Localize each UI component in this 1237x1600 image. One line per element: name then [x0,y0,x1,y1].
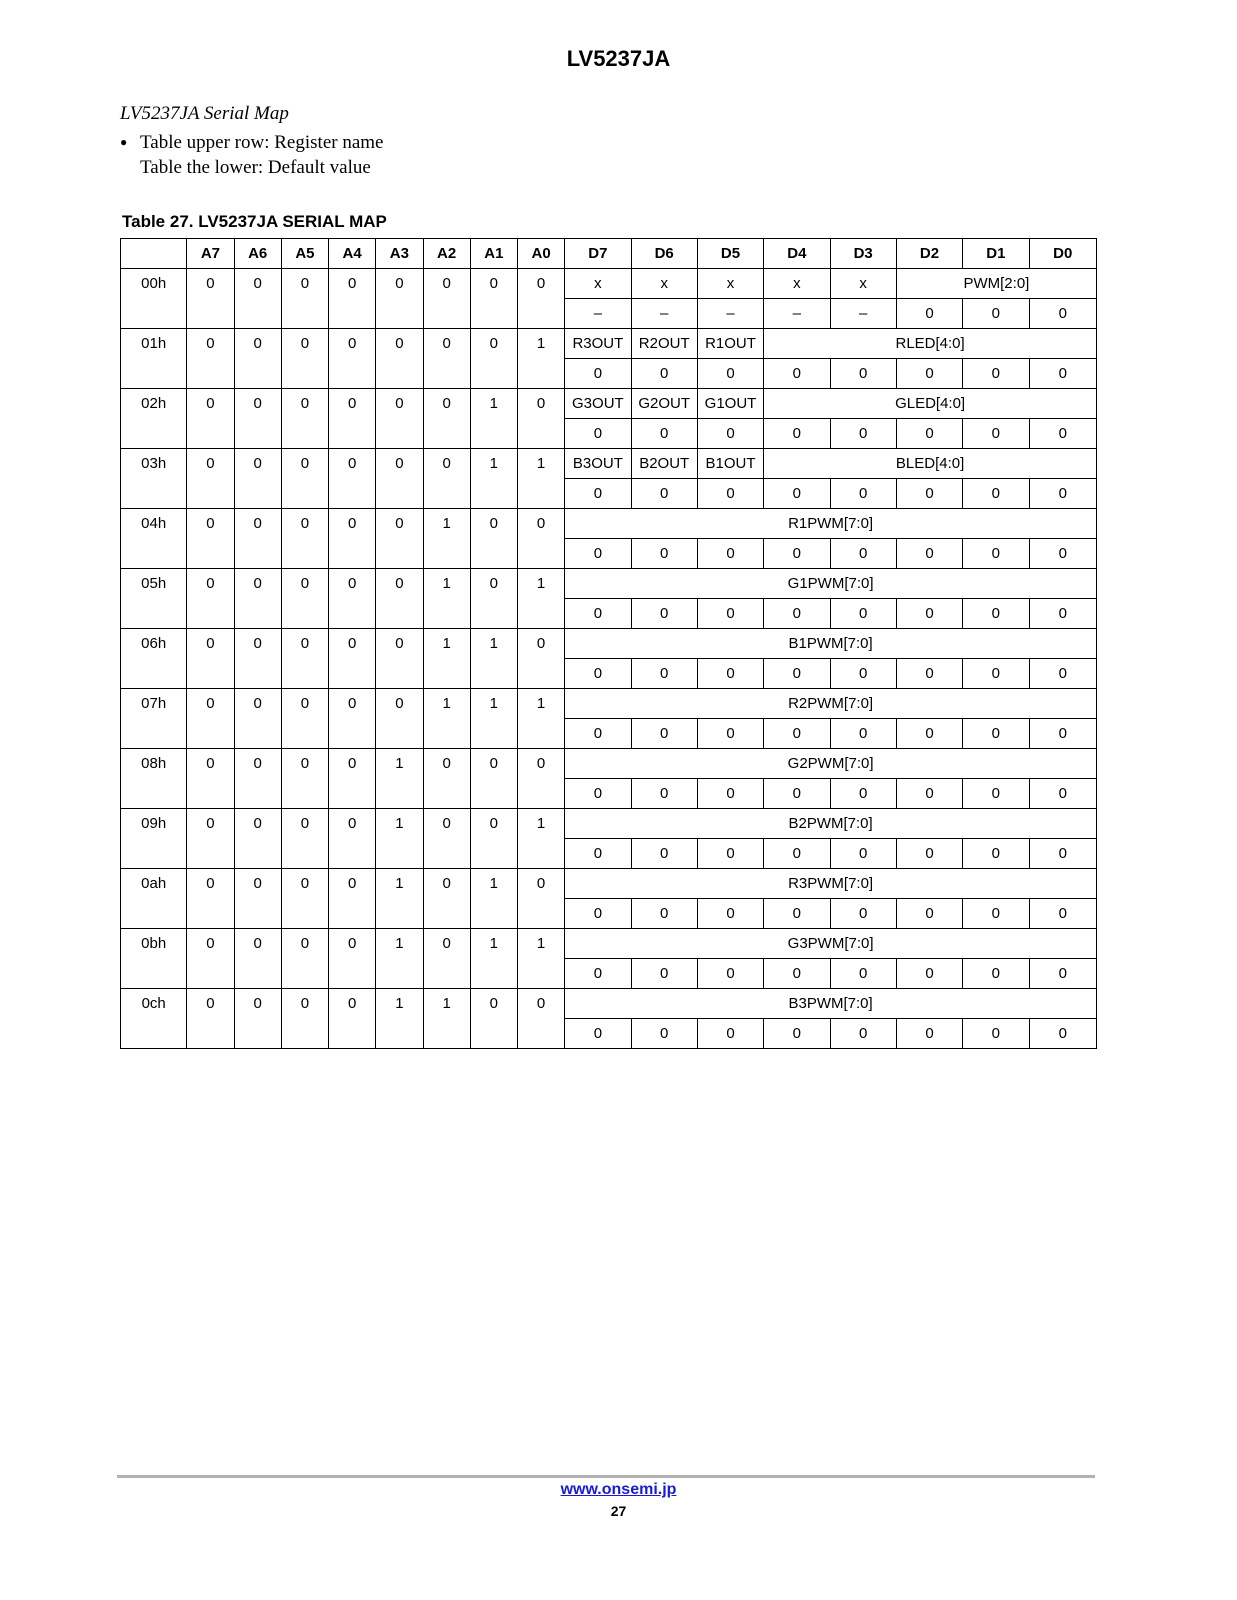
register-name-cell: x [697,269,763,299]
default-value-cell: 0 [830,659,896,689]
default-value-cell: 0 [830,599,896,629]
default-value-cell: 0 [963,359,1029,389]
default-value-cell: 0 [764,719,830,749]
address-bit-cell: 1 [470,689,517,749]
default-value-cell: 0 [764,419,830,449]
default-value-cell: 0 [697,659,763,689]
default-value-cell: 0 [963,299,1029,329]
register-address-cell: 07h [121,689,187,749]
default-value-cell: 0 [1029,479,1097,509]
address-bit-cell: 0 [281,329,328,389]
default-value-cell: 0 [565,1019,631,1049]
default-value-cell: 0 [631,479,697,509]
address-bit-cell: 1 [376,929,423,989]
address-bit-cell: 0 [329,809,376,869]
default-value-cell: 0 [697,419,763,449]
default-value-cell: 0 [565,419,631,449]
column-header-d2: D2 [896,239,962,269]
register-name-cell: GLED[4:0] [764,389,1097,419]
default-value-cell: 0 [963,959,1029,989]
register-address-cell: 01h [121,329,187,389]
default-value-cell: – [631,299,697,329]
address-bit-cell: 1 [376,869,423,929]
default-value-cell: 0 [963,599,1029,629]
column-header-d5: D5 [697,239,763,269]
table-row-register-name [121,929,1097,959]
address-bit-cell: 0 [329,449,376,509]
address-bit-cell: 0 [329,869,376,929]
address-bit-cell: 0 [423,869,470,929]
address-bit-cell: 1 [470,629,517,689]
address-bit-cell: 0 [187,689,234,749]
register-name-cell: R2OUT [631,329,697,359]
default-value-cell: 0 [896,599,962,629]
address-bit-cell: 0 [329,629,376,689]
register-address-cell: 04h [121,509,187,569]
register-address-cell: 09h [121,809,187,869]
register-name-cell: R3OUT [565,329,631,359]
address-bit-cell: 0 [234,509,281,569]
address-bit-cell: 0 [517,749,564,809]
column-header-d4: D4 [764,239,830,269]
address-bit-cell: 1 [376,809,423,869]
register-name-cell: B2OUT [631,449,697,479]
default-value-cell: 0 [830,899,896,929]
default-value-cell: 0 [1029,359,1097,389]
register-name-cell: B3OUT [565,449,631,479]
table-row-register-name [121,269,1097,299]
default-value-cell: 0 [697,899,763,929]
default-value-cell: 0 [764,899,830,929]
column-header-a4: A4 [329,239,376,269]
address-bit-cell: 0 [234,269,281,329]
section-title: LV5237JA Serial Map [120,103,289,124]
default-value-cell: 0 [830,839,896,869]
default-value-cell: 0 [631,419,697,449]
address-bit-cell: 0 [234,869,281,929]
address-bit-cell: 0 [234,389,281,449]
address-bit-cell: 0 [517,989,564,1049]
default-value-cell: 0 [631,659,697,689]
default-value-cell: 0 [830,539,896,569]
default-value-cell: 0 [631,719,697,749]
address-bit-cell: 0 [187,749,234,809]
address-bit-cell: 0 [187,449,234,509]
default-value-cell: 0 [697,719,763,749]
default-value-cell: 0 [896,539,962,569]
column-header-d1: D1 [963,239,1029,269]
table-row-register-name [121,809,1097,839]
default-value-cell: 0 [764,1019,830,1049]
address-bit-cell: 0 [517,869,564,929]
default-value-cell: 0 [830,779,896,809]
address-bit-cell: 0 [329,689,376,749]
address-bit-cell: 0 [376,269,423,329]
column-header-a7: A7 [187,239,234,269]
address-bit-cell: 0 [281,809,328,869]
address-bit-cell: 0 [376,569,423,629]
address-bit-cell: 1 [423,629,470,689]
address-bit-cell: 0 [329,389,376,449]
default-value-cell: 0 [963,839,1029,869]
default-value-cell: 0 [896,359,962,389]
register-name-cell: x [830,269,896,299]
address-bit-cell: 1 [470,449,517,509]
register-address-cell: 08h [121,749,187,809]
default-value-cell: – [764,299,830,329]
address-bit-cell: 0 [376,329,423,389]
register-name-cell: B3PWM[7:0] [565,989,1097,1019]
default-value-cell: 0 [896,779,962,809]
default-value-cell: 0 [697,599,763,629]
register-address-cell: 00h [121,269,187,329]
address-bit-cell: 0 [281,989,328,1049]
address-bit-cell: 0 [187,509,234,569]
address-bit-cell: 1 [423,689,470,749]
register-name-cell: R3PWM[7:0] [565,869,1097,899]
register-address-cell: 0ah [121,869,187,929]
register-address-cell: 0bh [121,929,187,989]
register-address-cell: 02h [121,389,187,449]
address-bit-cell: 0 [234,449,281,509]
default-value-cell: 0 [764,659,830,689]
address-bit-cell: 0 [423,329,470,389]
address-bit-cell: 0 [187,629,234,689]
default-value-cell: 0 [1029,539,1097,569]
register-name-cell: R1PWM[7:0] [565,509,1097,539]
table-row-register-name [121,509,1097,539]
address-bit-cell: 1 [517,569,564,629]
default-value-cell: 0 [896,419,962,449]
default-value-cell: 0 [1029,419,1097,449]
default-value-cell: 0 [963,479,1029,509]
address-bit-cell: 0 [470,749,517,809]
address-bit-cell: 0 [234,329,281,389]
default-value-cell: – [565,299,631,329]
address-bit-cell: 0 [376,689,423,749]
default-value-cell: 0 [830,419,896,449]
address-bit-cell: 0 [423,749,470,809]
default-value-cell: 0 [896,659,962,689]
column-header-d0: D0 [1029,239,1097,269]
address-bit-cell: 0 [329,749,376,809]
address-bit-cell: 0 [281,629,328,689]
default-value-cell: 0 [764,839,830,869]
column-header-register [121,239,187,269]
address-bit-cell: 0 [234,629,281,689]
default-value-cell: 0 [1029,659,1097,689]
default-value-cell: 0 [631,599,697,629]
table-row-register-name [121,869,1097,899]
address-bit-cell: 0 [376,629,423,689]
address-bit-cell: 0 [470,509,517,569]
address-bit-cell: 0 [187,569,234,629]
table-row-register-name [121,989,1097,1019]
default-value-cell: 0 [764,359,830,389]
default-value-cell: 0 [697,479,763,509]
default-value-cell: 0 [565,719,631,749]
default-value-cell: 0 [1029,599,1097,629]
default-value-cell: 0 [697,779,763,809]
default-value-cell: 0 [963,899,1029,929]
default-value-cell: 0 [697,539,763,569]
address-bit-cell: 0 [470,989,517,1049]
register-name-cell: G3OUT [565,389,631,419]
register-name-cell: R1OUT [697,329,763,359]
table-row-register-name [121,569,1097,599]
register-name-cell: B1OUT [697,449,763,479]
default-value-cell: 0 [565,359,631,389]
default-value-cell: 0 [1029,779,1097,809]
address-bit-cell: 0 [329,269,376,329]
default-value-cell: 0 [565,659,631,689]
default-value-cell: – [830,299,896,329]
address-bit-cell: 1 [470,929,517,989]
default-value-cell: 0 [830,479,896,509]
default-value-cell: 0 [963,719,1029,749]
address-bit-cell: 0 [376,389,423,449]
default-value-cell: 0 [1029,899,1097,929]
bullet-item-default-value: Table the lower: Default value [140,157,371,178]
column-header-a1: A1 [470,239,517,269]
address-bit-cell: 1 [517,809,564,869]
register-name-cell: G1PWM[7:0] [565,569,1097,599]
register-name-cell: R2PWM[7:0] [565,689,1097,719]
address-bit-cell: 0 [187,389,234,449]
address-bit-cell: 0 [470,809,517,869]
register-name-cell: B2PWM[7:0] [565,809,1097,839]
default-value-cell: 0 [631,359,697,389]
address-bit-cell: 0 [281,749,328,809]
default-value-cell: 0 [697,359,763,389]
default-value-cell: 0 [830,359,896,389]
column-header-a6: A6 [234,239,281,269]
address-bit-cell: 0 [470,569,517,629]
address-bit-cell: 1 [423,989,470,1049]
table-row-register-name [121,749,1097,779]
default-value-cell: 0 [1029,299,1097,329]
register-name-cell: G3PWM[7:0] [565,929,1097,959]
column-header-d6: D6 [631,239,697,269]
address-bit-cell: 0 [329,509,376,569]
default-value-cell: – [697,299,763,329]
default-value-cell: 0 [697,959,763,989]
address-bit-cell: 0 [234,569,281,629]
address-bit-cell: 0 [187,929,234,989]
address-bit-cell: 1 [376,989,423,1049]
address-bit-cell: 0 [423,809,470,869]
default-value-cell: 0 [1029,719,1097,749]
address-bit-cell: 1 [517,449,564,509]
default-value-cell: 0 [1029,1019,1097,1049]
address-bit-cell: 0 [423,449,470,509]
register-address-cell: 05h [121,569,187,629]
register-name-cell: G2OUT [631,389,697,419]
default-value-cell: 0 [1029,839,1097,869]
address-bit-cell: 1 [470,869,517,929]
table-row-register-name [121,329,1097,359]
page-title: LV5237JA [566,46,671,71]
default-value-cell: 0 [764,959,830,989]
table-row-register-name [121,389,1097,419]
address-bit-cell: 1 [517,689,564,749]
register-address-cell: 03h [121,449,187,509]
address-bit-cell: 1 [376,749,423,809]
default-value-cell: 0 [631,959,697,989]
register-name-cell: BLED[4:0] [764,449,1097,479]
default-value-cell: 0 [565,959,631,989]
address-bit-cell: 0 [470,269,517,329]
column-header-a2: A2 [423,239,470,269]
address-bit-cell: 1 [423,509,470,569]
default-value-cell: 0 [830,959,896,989]
default-value-cell: 0 [565,779,631,809]
register-name-cell: x [631,269,697,299]
table-row-register-name [121,449,1097,479]
address-bit-cell: 0 [517,629,564,689]
column-header-d3: D3 [830,239,896,269]
default-value-cell: 0 [1029,959,1097,989]
default-value-cell: 0 [963,539,1029,569]
default-value-cell: 0 [896,959,962,989]
address-bit-cell: 0 [234,749,281,809]
default-value-cell: 0 [631,899,697,929]
default-value-cell: 0 [830,1019,896,1049]
default-value-cell: 0 [830,719,896,749]
address-bit-cell: 0 [517,269,564,329]
default-value-cell: 0 [963,659,1029,689]
address-bit-cell: 0 [281,689,328,749]
default-value-cell: 0 [565,539,631,569]
page-number: 27 [610,1503,627,1519]
address-bit-cell: 0 [187,869,234,929]
address-bit-cell: 0 [470,329,517,389]
default-value-cell: 0 [565,599,631,629]
default-value-cell: 0 [896,299,962,329]
default-value-cell: 0 [896,479,962,509]
default-value-cell: 0 [631,1019,697,1049]
default-value-cell: 0 [764,539,830,569]
default-value-cell: 0 [963,419,1029,449]
default-value-cell: 0 [764,479,830,509]
register-name-cell: G2PWM[7:0] [565,749,1097,779]
table-header-row [121,239,1097,269]
address-bit-cell: 0 [234,809,281,869]
default-value-cell: 0 [963,779,1029,809]
default-value-cell: 0 [631,779,697,809]
address-bit-cell: 0 [234,689,281,749]
footer-website-link[interactable]: www.onsemi.jp [560,1481,677,1498]
address-bit-cell: 1 [470,389,517,449]
address-bit-cell: 0 [281,449,328,509]
column-header-a3: A3 [376,239,423,269]
register-name-cell: B1PWM[7:0] [565,629,1097,659]
address-bit-cell: 0 [517,389,564,449]
address-bit-cell: 0 [329,329,376,389]
default-value-cell: 0 [896,1019,962,1049]
address-bit-cell: 0 [329,929,376,989]
default-value-cell: 0 [565,839,631,869]
address-bit-cell: 0 [234,929,281,989]
column-header-a5: A5 [281,239,328,269]
address-bit-cell: 0 [423,269,470,329]
address-bit-cell: 0 [517,509,564,569]
register-address-cell: 0ch [121,989,187,1049]
address-bit-cell: 0 [281,509,328,569]
default-value-cell: 0 [896,839,962,869]
address-bit-cell: 0 [281,269,328,329]
column-header-d7: D7 [565,239,631,269]
serial-map-table [120,238,1097,1049]
table-caption: Table 27. LV5237JA SERIAL MAP [122,212,387,231]
default-value-cell: 0 [697,1019,763,1049]
register-name-cell: RLED[4:0] [764,329,1097,359]
register-name-cell: x [565,269,631,299]
column-header-a0: A0 [517,239,564,269]
register-name-cell: G1OUT [697,389,763,419]
address-bit-cell: 1 [423,569,470,629]
default-value-cell: 0 [565,899,631,929]
default-value-cell: 0 [896,899,962,929]
table-row-register-name [121,629,1097,659]
table-row-register-name [121,689,1097,719]
footer-divider [117,1475,1095,1478]
address-bit-cell: 0 [329,989,376,1049]
bullet-list [120,130,383,180]
address-bit-cell: 0 [281,389,328,449]
address-bit-cell: 0 [329,569,376,629]
default-value-cell: 0 [565,479,631,509]
address-bit-cell: 1 [517,329,564,389]
default-value-cell: 0 [963,1019,1029,1049]
register-address-cell: 06h [121,629,187,689]
address-bit-cell: 0 [281,569,328,629]
register-name-cell: PWM[2:0] [896,269,1096,299]
address-bit-cell: 1 [517,929,564,989]
default-value-cell: 0 [631,839,697,869]
address-bit-cell: 0 [423,389,470,449]
default-value-cell: 0 [896,719,962,749]
address-bit-cell: 0 [187,269,234,329]
table-body [121,269,1097,1049]
address-bit-cell: 0 [187,329,234,389]
default-value-cell: 0 [631,539,697,569]
address-bit-cell: 0 [281,869,328,929]
address-bit-cell: 0 [187,989,234,1049]
default-value-cell: 0 [764,779,830,809]
default-value-cell: 0 [764,599,830,629]
register-name-cell: x [764,269,830,299]
address-bit-cell: 0 [376,509,423,569]
address-bit-cell: 0 [187,809,234,869]
bullet-item-register-name: ● Table upper row: Register name [120,130,383,155]
address-bit-cell: 0 [423,929,470,989]
default-value-cell: 0 [697,839,763,869]
address-bit-cell: 0 [281,929,328,989]
address-bit-cell: 0 [234,989,281,1049]
address-bit-cell: 0 [376,449,423,509]
